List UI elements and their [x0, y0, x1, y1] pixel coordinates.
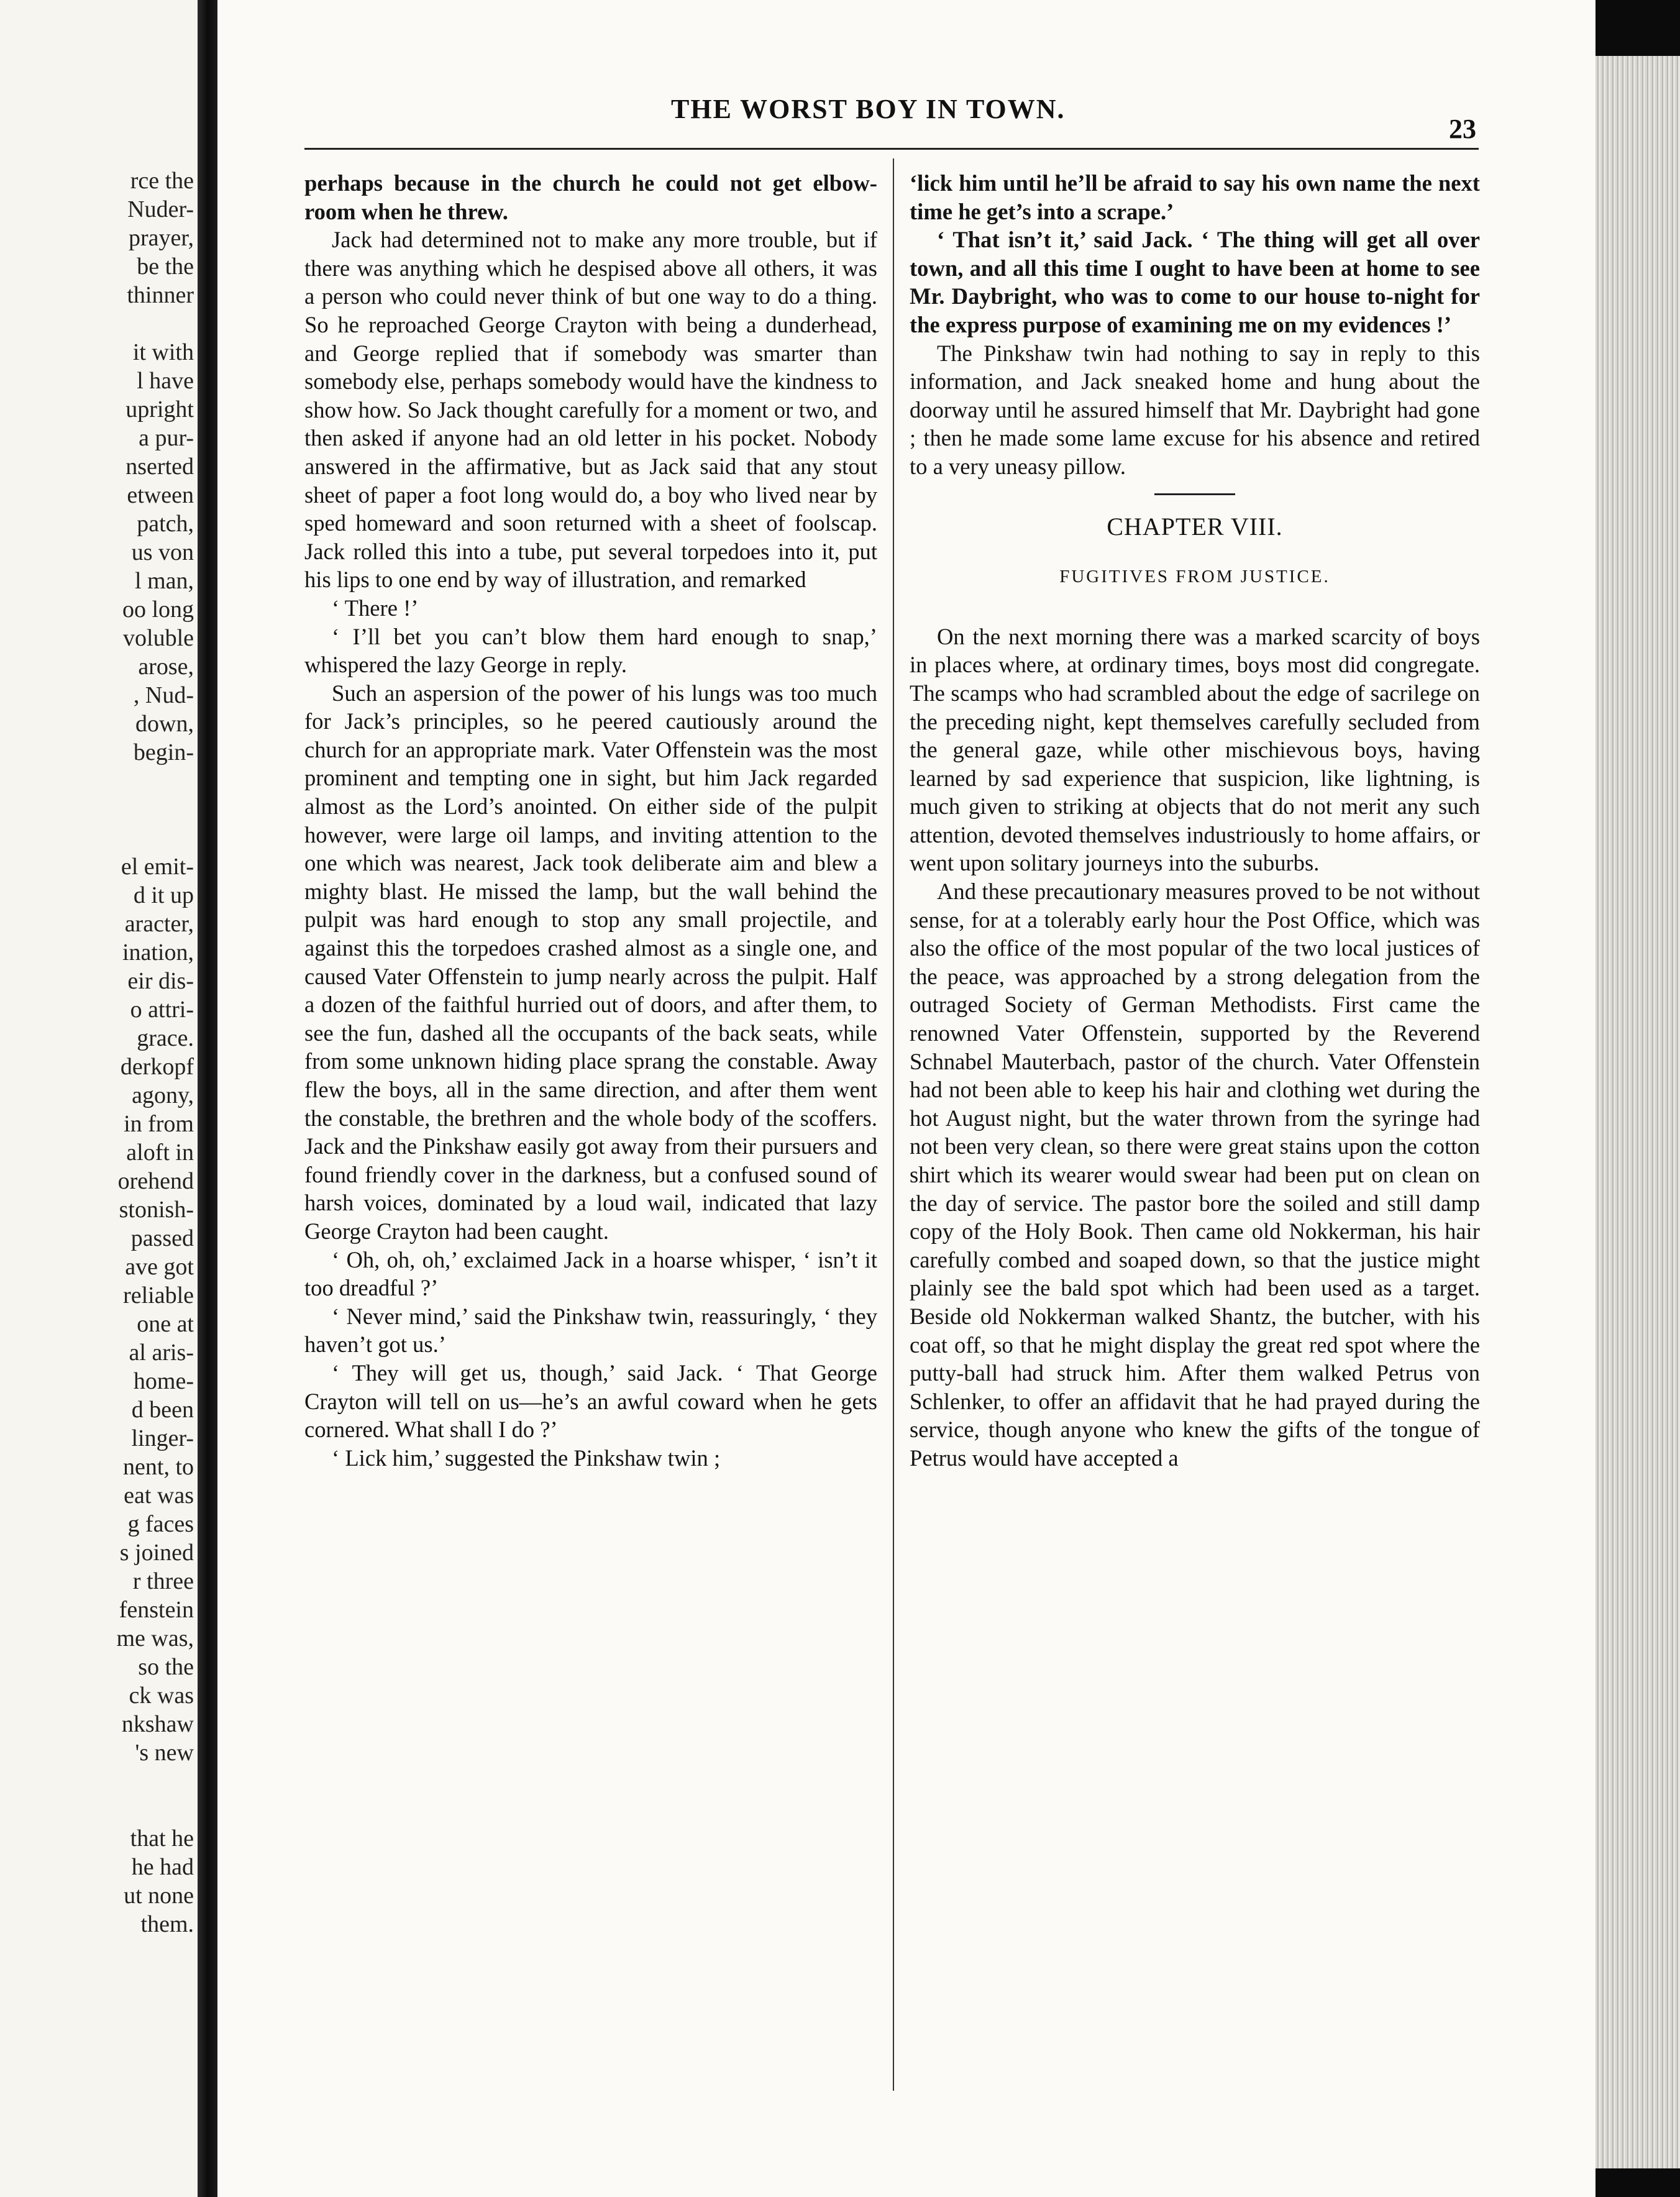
facing-page-line: ut none — [124, 1883, 194, 1909]
chapter-rule — [1154, 493, 1235, 495]
facing-page-line: me was, — [116, 1625, 194, 1651]
paragraph: The Pinkshaw twin had nothing to say in reply to this information, and Jack sneaked home and hung about the doorway until he assured himself that Mr. Daybright had gone ; then he made some lame excuse for his absence and retired to a very uneasy pillow. — [910, 340, 1480, 479]
facing-page-line: r three — [132, 1568, 194, 1594]
chapter-subtitle: FUGITIVES FROM JUSTICE. — [1059, 567, 1330, 587]
paragraphs-before-chapter — [910, 169, 1480, 481]
facing-page-line: aloft in — [126, 1140, 194, 1166]
facing-page-line: nserted — [126, 454, 194, 480]
page-number: 23 — [1449, 114, 1476, 144]
column-divider — [893, 158, 894, 2091]
facing-page-line: grace. — [137, 1025, 194, 1051]
paragraph: And these precautionary measures proved to be not without sense, for at a tolerably early hour the Post Office, which was also the office of the most popular of the two local justices of the peace, was approached by a strong delegation from the outraged Society of German Methodists. First came the renowned Vater Offenstein, supported by the Reverend Schnabel Mauterbach, pastor of the church. Vater Offenstein had not been able to keep his hair and clothing wet during the hot August night, but the water thrown from the syringe had not been very clean, so there were great stains upon the cotton shirt which its wearer would swear had been put on clean on the day of service. The pastor bore the soiled and still damp copy of the Holy Book. Then came old Nokkerman, his hair carefully combed and soaped down, so that the justice might plainly see the bald spot which had been used as a target. Beside old Nokkerman walked Shantz, the butcher, with his coat off, so that he might display the great red spot where the putty-ball had struck him. After them walked Petrus von Schlenker, to offer an affidavit that he had prayed during the service, though anyone who knew the gifts of the tongue of Petrus would have accepted a — [910, 879, 1480, 1471]
facing-page-line: reliable — [123, 1282, 194, 1309]
paragraph: perhaps because in the church he could not get elbow-room when he threw. — [304, 170, 877, 224]
facing-page-line: aracter, — [124, 911, 194, 937]
facing-page-line: d been — [131, 1397, 194, 1423]
facing-page-line: eat was — [124, 1482, 194, 1509]
facing-page-line: home- — [133, 1368, 194, 1394]
paragraph: Such an aspersion of the power of his lungs was too much for Jack’s principles, so he peered cautiously around the church for an appropriate mark. Vater Offenstein was the most prominent and tempting one in sight, but him Jack regarded almost as the Lord’s anointed. On either side of the pulpit however, were large oil lamps, and inviting attention to the one which was nearest, Jack took deliberate aim and blew a mighty blast. He missed the lamp, but the wall behind the pulpit was hard enough to stop any small projectile, and against this the torpedoes crashed almost as a single one, and caused Vater Offenstein to jump nearly across the pulpit. Half a dozen of the faithful hurried out of doors, and after them, to see the fun, dashed all the occupants of the back seats, while from some unknown hiding place sprang the constable. Away flew the boys, all in the same direction, and after them went the constable, the brethren and the whole body of the scoffers. Jack and the Pinkshaw easily got away from their pursuers and found friendly cover in the darkness, but a confused sound of harsh voices, dominated by a loud wail, indicated that lazy George Crayton had been caught. — [304, 680, 877, 1244]
facing-page-line: nkshaw — [121, 1711, 194, 1737]
paragraph: Jack had determined not to make any more trouble, but if there was anything which he despised above all others, it was a person who could never think of but one way to do a thing. So he reproached George Crayton with being a dunderhead, and George replied that if somebody was smarter than somebody else, perhaps somebody would have the kindness to show how. So Jack thought carefully for a moment or two, and then asked if anyone had an old letter in his pocket. Nobody answered in the affirmative, but as Jack said that any stout sheet of paper a foot long would do, a boy who lived near by sped homeward and soon returned with a sheet of foolscap. Jack rolled this into a tube, put several torpedoes into it, put his lips to one end by way of illustration, and remarked — [304, 227, 877, 593]
paragraph: ‘ That isn’t it,’ said Jack. ‘ The thing will get all over town, and all this time I ought to have been at home to see Mr. Daybright, who was to come to our house to-night for the express purpose of examining me on my evidences !’ — [910, 227, 1480, 337]
header-rule — [304, 148, 1479, 150]
paragraph: ‘ Lick him,’ suggested the Pinkshaw twin ; — [332, 1445, 721, 1471]
paragraph: On the next morning there was a marked scarcity of boys in places where, at ordinary times, boys most did congregate. The scamps who had scrambled about the edge of sacrilege on the preceding night, kept themselves carefully secluded from the general gaze, while other mischievous boys, having learned by sad experience that suspicion, like lightning, is much given to striking at objects that do not merit any such attention, devoted themselves industriously to home affairs, or went upon solitary journeys into the suburbs. — [910, 623, 1480, 876]
facing-page-line: 's new — [135, 1740, 194, 1766]
facing-page-line: that he — [130, 1825, 194, 1852]
facing-page-line: passed — [130, 1225, 194, 1251]
facing-page-line: them. — [140, 1911, 194, 1937]
facing-page-line: linger- — [131, 1425, 194, 1451]
facing-page-line: a pur- — [139, 425, 194, 451]
facing-page-line: fenstein — [119, 1597, 194, 1623]
facing-page-line: patch, — [137, 511, 194, 537]
facing-page-line: prayer, — [128, 225, 194, 251]
facing-page-line: derkopf — [120, 1054, 194, 1080]
facing-page-line: oo long — [122, 596, 194, 623]
facing-page-line: ination, — [122, 939, 194, 966]
page-edges — [1596, 56, 1680, 2168]
facing-page-line: agony, — [132, 1082, 194, 1108]
facing-page-line: voluble — [123, 625, 194, 651]
facing-page-line: it with — [132, 339, 194, 365]
facing-page-line: al aris- — [129, 1340, 194, 1366]
facing-page-fragment — [0, 0, 198, 2197]
running-title: THE WORST BOY IN TOWN. — [671, 94, 1066, 124]
facing-page-line: o attri- — [130, 997, 194, 1023]
facing-page-line: nent, to — [123, 1454, 194, 1480]
facing-page-line: thinner — [127, 282, 194, 308]
facing-page-line: upright — [126, 396, 194, 422]
facing-page-line: etween — [127, 482, 194, 508]
facing-page-line: ck was — [129, 1683, 194, 1709]
facing-page-line: arose, — [138, 654, 194, 680]
facing-page-line: g faces — [127, 1511, 194, 1537]
facing-page-line: down, — [135, 711, 194, 737]
text-column-left — [304, 169, 877, 1472]
facing-page-line: l have — [137, 368, 194, 394]
facing-page-line: one at — [137, 1311, 194, 1337]
paragraph: ‘ Never mind,’ said the Pinkshaw twin, reassuringly, ‘ they haven’t got us.’ — [304, 1303, 877, 1358]
facing-page-line: el emit- — [121, 854, 194, 880]
text-column-right — [910, 169, 1480, 1473]
facing-page-line: s joined — [119, 1540, 194, 1566]
facing-page-line: eir dis- — [127, 968, 194, 994]
chapter-heading: CHAPTER VIII. — [1107, 512, 1283, 541]
facing-page-line: stonish- — [119, 1197, 194, 1223]
paragraph: ‘ Oh, oh, oh,’ exclaimed Jack in a hoarse whisper, ‘ isn’t it too dreadful ?’ — [304, 1246, 877, 1301]
paragraph: ‘ There !’ — [332, 595, 419, 621]
facing-page-line: Nuder- — [127, 196, 194, 222]
facing-page-line: l man, — [135, 568, 194, 594]
facing-page-line: us von — [131, 539, 194, 565]
book-gutter — [198, 0, 217, 2197]
facing-page-line: he had — [131, 1854, 194, 1880]
facing-page-line: be the — [137, 254, 194, 280]
facing-page-line: so the — [138, 1654, 194, 1680]
paragraph: ‘ They will get us, though,’ said Jack. ‘ That George Crayton will tell on us—he’s an awful coward when he gets cornered. What shall I do ?’ — [304, 1359, 877, 1443]
paragraph: ‘lick him until he’ll be afraid to say his own name the next time he get’s into a scrape.’ — [910, 170, 1480, 224]
facing-page-line: begin- — [133, 739, 194, 765]
facing-page-line: rce the — [130, 168, 194, 194]
facing-page-line: in from — [124, 1111, 194, 1137]
facing-page-line: d it up — [133, 882, 194, 908]
facing-page-line: , Nud- — [133, 682, 194, 708]
facing-page-line: orehend — [117, 1168, 194, 1194]
facing-page-line: ave got — [125, 1254, 194, 1280]
paragraphs-after-chapter — [910, 623, 1480, 1473]
paragraph: ‘ I’ll bet you can’t blow them hard enough to snap,’ whispered the lazy George in reply. — [304, 623, 877, 678]
